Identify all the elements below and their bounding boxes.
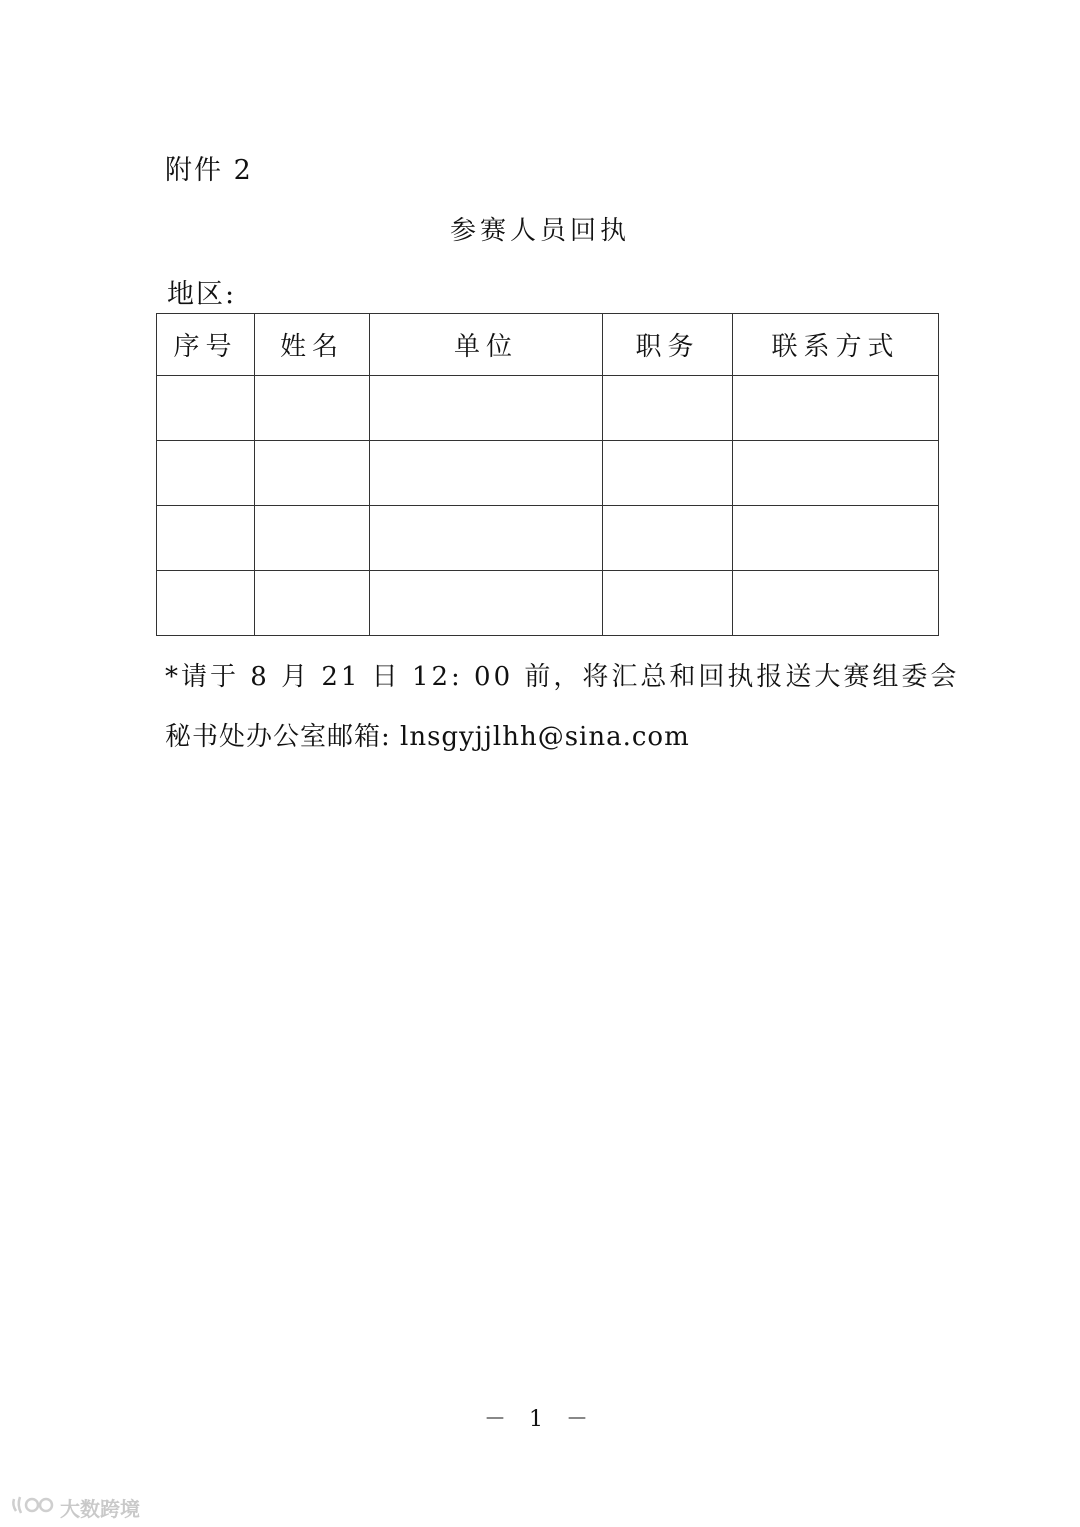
table-cell	[733, 506, 939, 571]
table-cell	[157, 571, 255, 636]
table-cell	[255, 571, 370, 636]
header-position: 职务	[603, 314, 733, 376]
table-cell	[370, 571, 603, 636]
table-cell	[157, 376, 255, 441]
participant-table	[156, 313, 939, 636]
table-cell	[370, 376, 603, 441]
header-organization: 单位	[370, 314, 603, 376]
watermark-logo-icon	[10, 1493, 56, 1522]
table-cell	[370, 441, 603, 506]
table-cell	[255, 441, 370, 506]
table-cell	[255, 376, 370, 441]
table-row	[157, 376, 939, 441]
table-cell	[603, 441, 733, 506]
header-contact: 联系方式	[733, 314, 939, 376]
table-row	[157, 441, 939, 506]
table-cell	[157, 506, 255, 571]
table-cell	[255, 506, 370, 571]
table-cell	[603, 506, 733, 571]
table-cell	[603, 376, 733, 441]
watermark	[10, 1493, 140, 1522]
table-row	[157, 571, 939, 636]
region-label: 地区:	[167, 279, 237, 310]
contact-email-note: 秘书处办公室邮箱: lnsgyjjlhh@sina.com	[165, 722, 690, 752]
table-cell	[733, 376, 939, 441]
header-name: 姓名	[255, 314, 370, 376]
watermark-text: 大数跨境	[60, 1497, 140, 1521]
table-cell	[733, 441, 939, 506]
submission-deadline-note: *请于 8 月 21 日 12: 00 前，将汇总和回执报送大赛组委会	[165, 662, 960, 692]
table-cell	[603, 571, 733, 636]
attachment-label: 附件 2	[165, 155, 253, 186]
table-cell	[370, 506, 603, 571]
header-serial-number: 序号	[157, 314, 255, 376]
table-header-row	[157, 314, 939, 376]
table-cell	[733, 571, 939, 636]
table-cell	[157, 441, 255, 506]
page-number: － 1 －	[484, 1407, 596, 1432]
form-title: 参赛人员回执	[449, 216, 630, 246]
table-row	[157, 506, 939, 571]
